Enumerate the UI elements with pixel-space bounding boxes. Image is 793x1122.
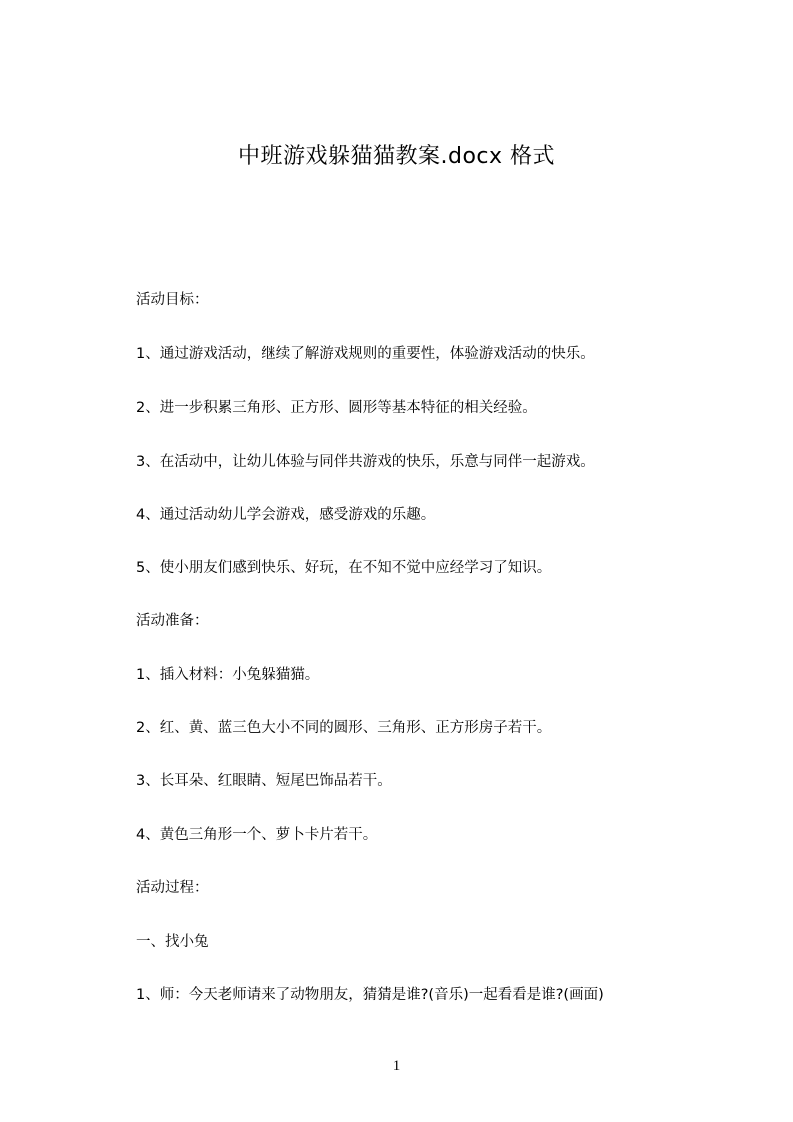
document-title: 中班游戏躲猫猫教案.docx 格式 — [237, 144, 556, 169]
preparation-item-2: 2、红、黄、蓝三色大小不同的圆形、三角形、正方形房子若干。 — [136, 720, 552, 736]
goal-item-2: 2、进一步积累三角形、正方形、圆形等基本特征的相关经验。 — [136, 400, 537, 416]
process-section-1: 一、找小兔 — [136, 934, 209, 950]
heading-activity-preparation: 活动准备： — [136, 613, 209, 629]
goal-item-3: 3、在活动中，让幼儿体验与同伴共游戏的快乐，乐意与同伴一起游戏。 — [136, 454, 595, 470]
heading-activity-process: 活动过程： — [136, 880, 209, 896]
preparation-item-1: 1、插入材料：小兔躲猫猫。 — [136, 667, 320, 683]
page-number: 1 — [392, 1058, 401, 1074]
heading-activity-goals: 活动目标： — [136, 292, 209, 308]
preparation-item-3: 3、长耳朵、红眼睛、短尾巴饰品若干。 — [136, 773, 392, 789]
process-step-1: 1、师：今天老师请来了动物朋友，猜猜是谁?(音乐)一起看看是谁?(画面) — [136, 987, 604, 1003]
goal-item-4: 4、通过活动幼儿学会游戏，感受游戏的乐趣。 — [136, 507, 436, 523]
goal-item-5: 5、使小朋友们感到快乐、好玩，在不知不觉中应经学习了知识。 — [136, 560, 552, 576]
preparation-item-4: 4、黄色三角形一个、萝卜卡片若干。 — [136, 827, 378, 843]
goal-item-1: 1、通过游戏活动，继续了解游戏规则的重要性，体验游戏活动的快乐。 — [136, 346, 595, 362]
